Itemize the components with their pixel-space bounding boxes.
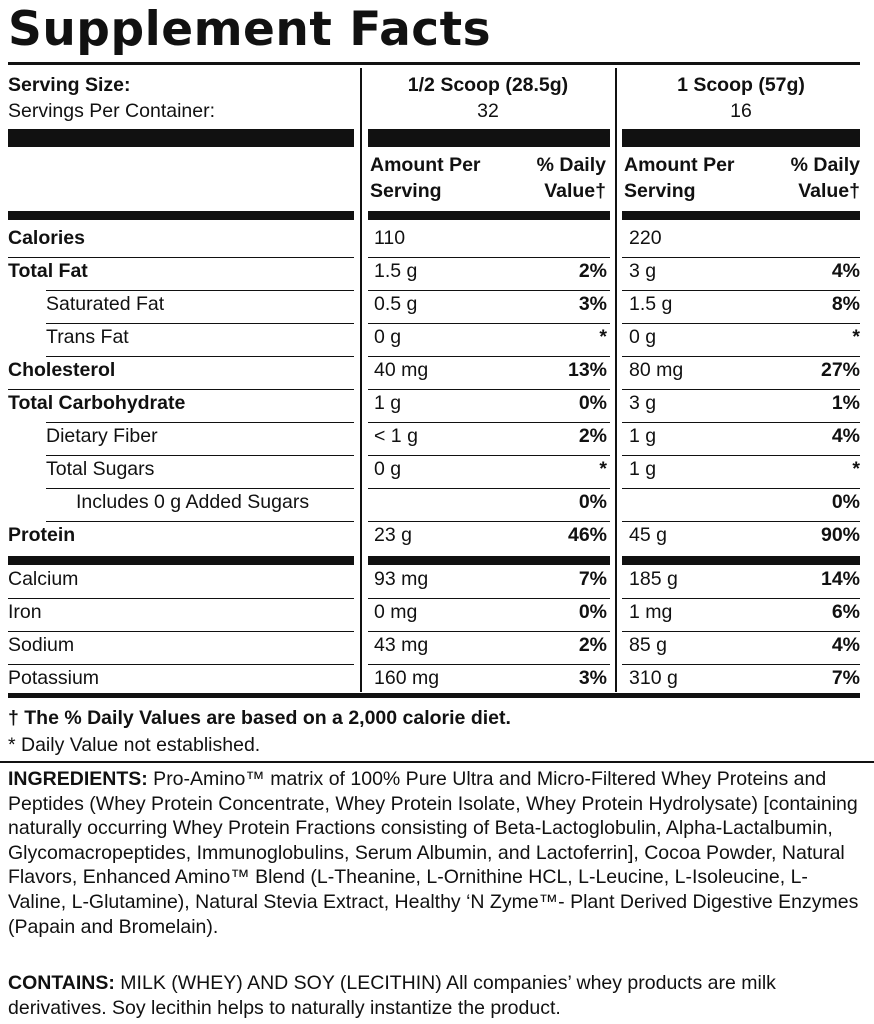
- ingredients-divider: [0, 761, 874, 763]
- col2-amount: 1.5 g: [629, 293, 673, 315]
- row-separator: [46, 323, 354, 324]
- row-separator: [368, 488, 610, 489]
- row-separator: [622, 455, 860, 456]
- col1-amount: 0 mg: [374, 601, 418, 623]
- row-separator: [8, 631, 354, 632]
- servings-per-container-label: Servings Per Container:: [8, 100, 216, 122]
- contains-text: MILK (WHEY) AND SOY (LECITHIN) All companies’ whey products are milk derivatives. Soy lecithin helps to naturally instantize the product.: [8, 972, 776, 1019]
- col2-amount: 1 g: [629, 425, 657, 447]
- col1-daily-value: 2%: [578, 425, 607, 447]
- row-separator: [622, 356, 860, 357]
- row-separator: [8, 257, 354, 258]
- col1-daily-value: 0%: [578, 491, 607, 513]
- col2-amount: 185 g: [629, 568, 678, 590]
- row-separator: [622, 598, 860, 599]
- col2-daily-value: 8%: [831, 293, 860, 315]
- title-rule: [8, 62, 860, 65]
- col1-amount: 93 mg: [374, 568, 429, 590]
- col2-daily-value: 14%: [820, 568, 860, 590]
- row-separator: [622, 389, 860, 390]
- nutrient-name: Calcium: [8, 568, 79, 590]
- row-separator: [622, 488, 860, 489]
- row-separator: [46, 521, 354, 522]
- col1-daily-value: 0%: [578, 392, 607, 414]
- col2-daily-value: 4%: [831, 425, 860, 447]
- thick-bar: [368, 129, 610, 147]
- row-separator: [622, 521, 860, 522]
- col2-amount-header-2: Serving: [624, 180, 696, 202]
- contains-block: [8, 971, 866, 1020]
- row-separator: [368, 521, 610, 522]
- col1-daily-value: *: [599, 458, 607, 480]
- col2-dv-header-2: Value†: [798, 180, 860, 202]
- col2-amount: 45 g: [629, 524, 667, 546]
- row-separator: [622, 323, 860, 324]
- col2-dv-header: % Daily: [790, 154, 860, 176]
- col1-amount: 0 g: [374, 326, 402, 348]
- col2-daily-value: 1%: [831, 392, 860, 414]
- row-separator: [46, 356, 354, 357]
- nutrient-name: Potassium: [8, 667, 100, 689]
- col1-amount: 40 mg: [374, 359, 429, 381]
- protein-bar: [368, 556, 610, 565]
- col1-amount: 43 mg: [374, 634, 429, 656]
- nutrient-name: Saturated Fat: [46, 293, 165, 315]
- nutrient-name: Dietary Fiber: [46, 425, 158, 447]
- row-separator: [368, 323, 610, 324]
- col2-serving-size: 1 Scoop (57g): [677, 74, 805, 96]
- row-separator: [622, 422, 860, 423]
- col1-dv-header: % Daily: [536, 154, 606, 176]
- col1-daily-value: 3%: [578, 293, 607, 315]
- row-separator: [8, 664, 354, 665]
- protein-bar: [622, 556, 860, 565]
- col2-daily-value: 7%: [831, 667, 860, 689]
- col2-amount: 3 g: [629, 392, 657, 414]
- col1-daily-value: *: [599, 326, 607, 348]
- col1-daily-value: 2%: [578, 260, 607, 282]
- col1-amount-header: Amount Per: [370, 154, 481, 176]
- serving-size-label: Serving Size:: [8, 74, 131, 96]
- row-separator: [46, 422, 354, 423]
- page-title: Supplement Facts: [8, 2, 492, 57]
- row-separator: [368, 389, 610, 390]
- col1-amount-header-2: Serving: [370, 180, 442, 202]
- column-divider-2: [615, 68, 617, 692]
- col2-daily-value: 90%: [820, 524, 860, 546]
- col2-amount: 220: [629, 227, 662, 249]
- col2-amount: 0 g: [629, 326, 657, 348]
- col1-daily-value: 2%: [578, 634, 607, 656]
- col2-amount-header: Amount Per: [624, 154, 735, 176]
- col2-amount: 1 mg: [629, 601, 673, 623]
- col2-amount: 1 g: [629, 458, 657, 480]
- row-separator: [368, 356, 610, 357]
- header-bar: [368, 211, 610, 220]
- row-separator: [368, 455, 610, 456]
- col2-daily-value: 6%: [831, 601, 860, 623]
- col2-daily-value: *: [852, 326, 860, 348]
- col2-daily-value: 4%: [831, 260, 860, 282]
- row-separator: [368, 257, 610, 258]
- row-separator: [46, 290, 354, 291]
- col2-amount: 80 mg: [629, 359, 684, 381]
- ingredients-label: INGREDIENTS:: [8, 768, 148, 790]
- column-divider-1: [360, 68, 362, 692]
- col2-daily-value: *: [852, 458, 860, 480]
- thick-bar: [622, 129, 860, 147]
- thick-bar: [8, 129, 354, 147]
- col1-daily-value: 0%: [578, 601, 607, 623]
- col2-daily-value: 27%: [820, 359, 860, 381]
- nutrient-name: Iron: [8, 601, 42, 623]
- row-separator: [622, 290, 860, 291]
- row-separator: [8, 598, 354, 599]
- nutrient-name: Cholesterol: [8, 359, 116, 381]
- nutrient-name: Total Fat: [8, 260, 88, 282]
- row-separator: [368, 631, 610, 632]
- col1-daily-value: 46%: [567, 524, 607, 546]
- row-separator: [8, 389, 354, 390]
- col1-amount: 160 mg: [374, 667, 440, 689]
- table-bottom-rule: [8, 693, 860, 698]
- col2-daily-value: 0%: [831, 491, 860, 513]
- col1-daily-value: 3%: [578, 667, 607, 689]
- col1-amount: < 1 g: [374, 425, 418, 447]
- nutrient-name: Total Sugars: [46, 458, 155, 480]
- row-separator: [368, 290, 610, 291]
- col1-dv-header-2: Value†: [544, 180, 606, 202]
- contains-label: CONTAINS:: [8, 972, 115, 994]
- col1-amount: 23 g: [374, 524, 412, 546]
- row-separator: [622, 664, 860, 665]
- row-separator: [368, 422, 610, 423]
- col1-amount: 1 g: [374, 392, 402, 414]
- protein-bar: [8, 556, 354, 565]
- ingredients-block: [8, 767, 866, 939]
- row-separator: [368, 664, 610, 665]
- col1-servings: 32: [477, 100, 499, 122]
- nutrient-name: Trans Fat: [46, 326, 129, 348]
- nutrient-name: Includes 0 g Added Sugars: [76, 491, 310, 513]
- nutrient-name: Protein: [8, 524, 76, 546]
- row-separator: [46, 455, 354, 456]
- col1-amount: 0.5 g: [374, 293, 418, 315]
- col2-amount: 310 g: [629, 667, 678, 689]
- col2-servings: 16: [730, 100, 752, 122]
- row-separator: [368, 598, 610, 599]
- col1-daily-value: 7%: [578, 568, 607, 590]
- col2-amount: 3 g: [629, 260, 657, 282]
- col1-serving-size: 1/2 Scoop (28.5g): [407, 74, 569, 96]
- daily-values-footnote: † The % Daily Values are based on a 2,000 calorie diet.: [8, 707, 511, 729]
- nutrient-name: Calories: [8, 227, 85, 249]
- ingredients-text: Pro-Amino™ matrix of 100% Pure Ultra and Micro-Filtered Whey Proteins and Peptides (Whey Protein Concentrate, Whey Protein Isolate, Whey Protein Hydrolysate) [containing naturally occurring Whey Protein Fractions consisting of Beta-Lactoglobulin, Alpha-Lactalbumin, Glycomacropeptides, Immunoglobulins, Serum Albumin, and Lactoferrin], Cocoa Powder, Natural Flavors, Enhanced Amino™ Blend (L-Theanine, L-Ornithine HCL, L-Leucine, L-Isoleucine, L-Valine, L-Glutamine), Natural Stevia Extract, Healthy ‘N Zyme™- Plant Derived Digestive Enzymes (Papain and Bromelain).: [8, 768, 859, 938]
- row-separator: [622, 631, 860, 632]
- col2-amount: 85 g: [629, 634, 667, 656]
- col1-amount: 0 g: [374, 458, 402, 480]
- col1-amount: 1.5 g: [374, 260, 418, 282]
- row-separator: [46, 488, 354, 489]
- col2-daily-value: 4%: [831, 634, 860, 656]
- nutrient-name: Total Carbohydrate: [8, 392, 186, 414]
- col1-amount: 110: [374, 227, 406, 249]
- not-established-footnote: * Daily Value not established.: [8, 734, 261, 756]
- nutrient-name: Sodium: [8, 634, 75, 656]
- row-separator: [622, 257, 860, 258]
- header-bar: [622, 211, 860, 220]
- col1-daily-value: 13%: [567, 359, 607, 381]
- header-bar: [8, 211, 354, 220]
